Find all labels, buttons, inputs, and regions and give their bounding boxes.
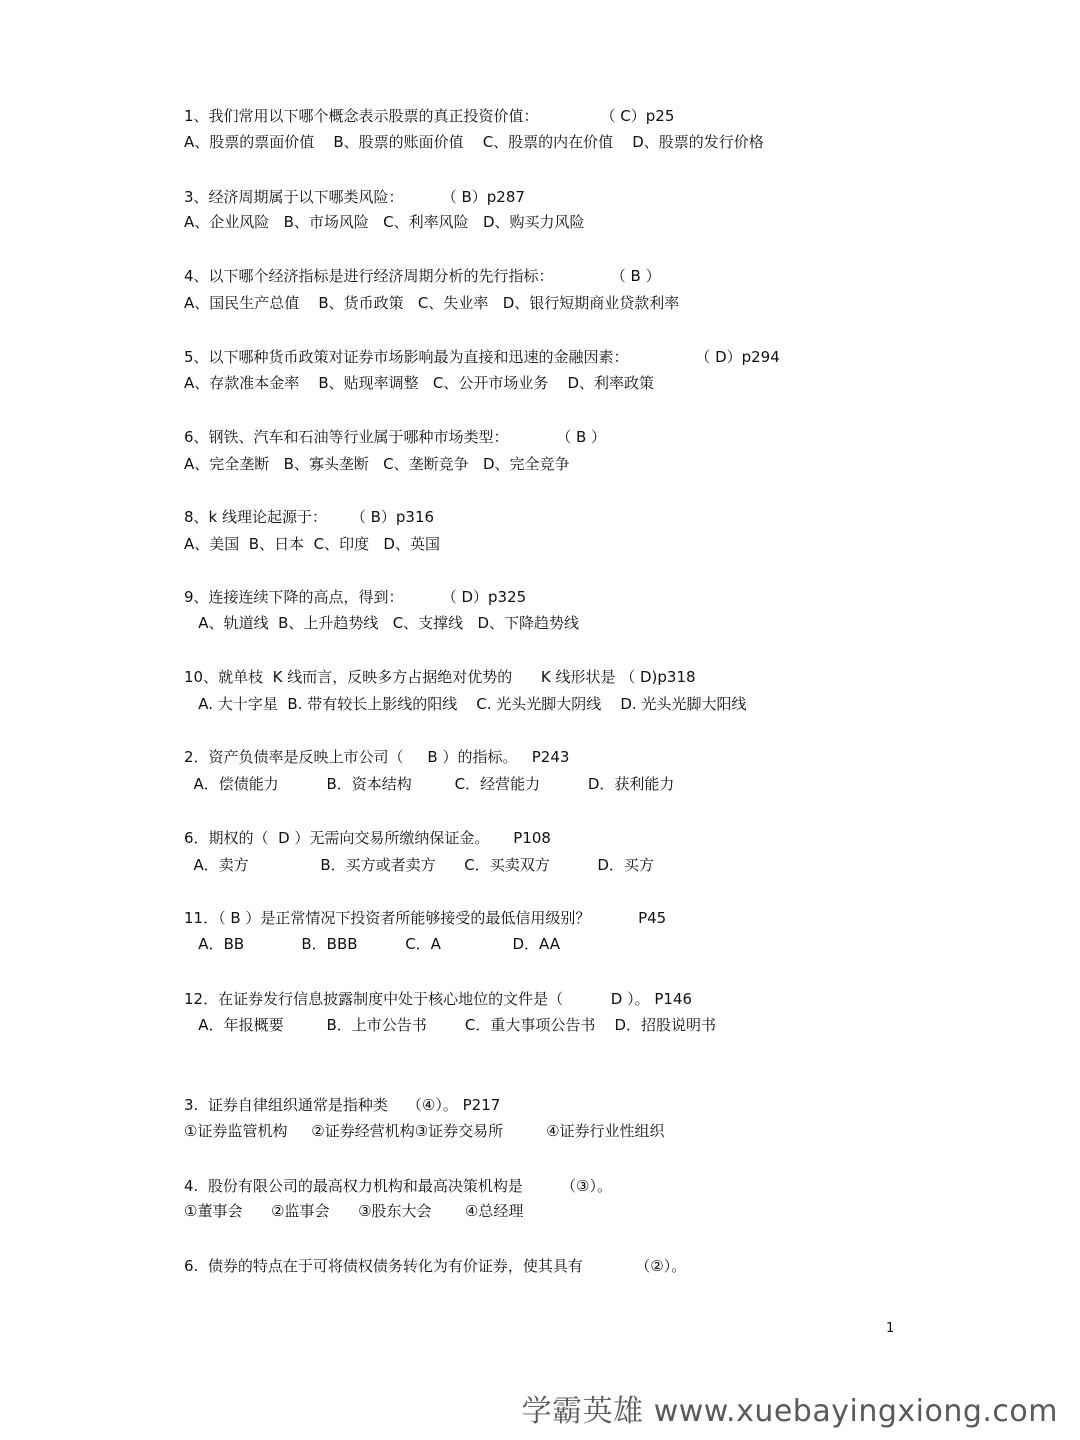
options-line: A、国民生产总值 B、货币政策 C、失业率 D、银行短期商业贷款利率 [184, 294, 680, 312]
options-line: A、企业风险 B、市场风险 C、利率风险 D、购买力风险 [184, 213, 585, 231]
question-line: 4. 股份有限公司的最高权力机构和最高决策机构是 （③）。 [184, 1177, 612, 1195]
options-line: A、美国 B、日本 C、印度 D、英国 [184, 535, 440, 553]
question-line: 9、连接连续下降的高点，得到： （ D）p325 [184, 588, 527, 606]
options-line: A. 大十字星 B. 带有较长上影线的阳线 C. 光头光脚大阴线 D. 光头光脚大阳线 [184, 695, 747, 713]
options-line: A．年报概要 B．上市公告书 C．重大事项公告书 D．招股说明书 [184, 1016, 717, 1034]
question-line: 11．（ B ）是正常情况下投资者所能够接受的最低信用级别？ P45 [184, 909, 667, 927]
options-line: A．卖方 B．买方或者卖方 C．买卖双方 D．买方 [184, 856, 654, 874]
question-line: 1、我们常用以下哪个概念表示股票的真正投资价值： （ C）p25 [184, 107, 675, 125]
options-line: A．BB B．BBB C．A D．AA [184, 935, 560, 953]
options-line: A．偿债能力 B．资本结构 C．经营能力 D．获利能力 [184, 775, 675, 793]
question-line: 4、以下哪个经济指标是进行经济周期分析的先行指标： （ B ） [184, 267, 661, 285]
question-line: 8、k 线理论起源于： （ B）p316 [184, 508, 435, 526]
question-line: 6．期权的（ D ）无需向交易所缴纳保证金。 P108 [184, 829, 551, 847]
watermark: 学霸英雄 www.xuebayingxiong.com [521, 1394, 1058, 1429]
options-line: A、股票的票面价值 B、股票的账面价值 C、股票的内在价值 D、股票的发行价格 [184, 133, 764, 151]
question-line: 3. 证券自律组织通常是指种类 （④）。 P217 [184, 1096, 501, 1114]
question-line: 3、经济周期属于以下哪类风险： （ B）p287 [184, 188, 525, 206]
question-line: 2．资产负债率是反映上市公司（ B ）的指标。 P243 [184, 748, 570, 766]
options-line: ①董事会 ②监事会 ③股东大会 ④总经理 [184, 1202, 524, 1220]
options-line: A、完全垄断 B、寡头垄断 C、垄断竞争 D、完全竞争 [184, 455, 570, 473]
page-number: 1 [886, 1321, 895, 1336]
question-line: 6. 债券的特点在于可将债权债务转化为有价证券，使其具有 （②）。 [184, 1257, 687, 1275]
question-line: 5、以下哪种货币政策对证券市场影响最为直接和迅速的金融因素： （ D）p294 [184, 348, 780, 366]
question-line: 10、就单枝 K 线而言，反映多方占据绝对优势的 K 线形状是 （ D)p318 [184, 668, 696, 686]
question-line: 12．在证券发行信息披露制度中处于核心地位的文件是（ D ）。 P146 [184, 990, 693, 1008]
question-line: 6、钢铁、汽车和石油等行业属于哪种市场类型： （ B ） [184, 428, 607, 446]
options-line: ①证券监管机构 ②证券经营机构③证券交易所 ④证券行业性组织 [184, 1122, 665, 1140]
options-line: A、轨道线 B、上升趋势线 C、支撑线 D、下降趋势线 [184, 614, 580, 632]
options-line: A、存款准本金率 B、贴现率调整 C、公开市场业务 D、利率政策 [184, 374, 655, 392]
